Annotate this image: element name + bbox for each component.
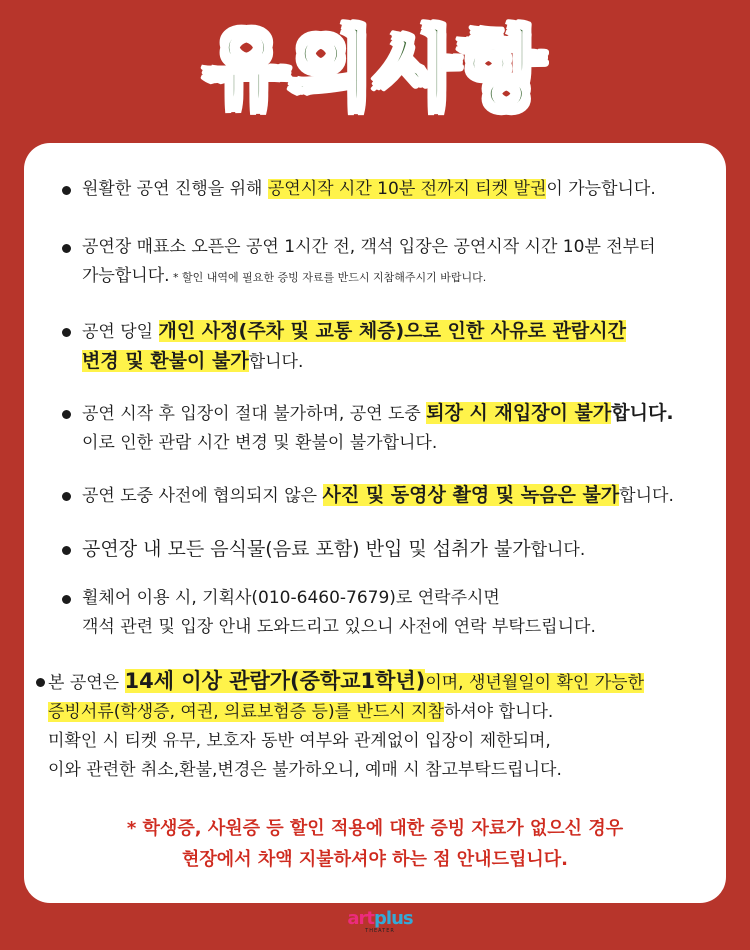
item-text: 공연 도중 사전에 협의되지 않은 — [82, 486, 323, 506]
logo-text: plus — [374, 908, 413, 929]
item-text: 하셔야 합니다. — [443, 702, 554, 722]
artplus-logo — [340, 910, 420, 935]
notice-line: * 학생증, 사원증 등 할인 적용에 대한 증빙 자료가 없으신 경우 — [126, 818, 624, 839]
item-text: 원활한 공연 진행을 위해 — [82, 179, 268, 199]
item-text: 공연장 내 모든 음식물(음료 포함) 반입 및 섭취가 불가 — [82, 538, 531, 560]
item-highlight: 퇴장 시 재입장이 불가 — [426, 402, 612, 424]
item-highlight: 공연시작 시간 10분 전까지 티켓 발권 — [267, 179, 547, 199]
item-text: 이로 인한 관람 시간 변경 및 환불이 불가합니다. — [82, 433, 438, 453]
item-text: 이와 관련한 취소,환불,변경은 불가하오니, 예매 시 참고부탁드립니다. — [48, 760, 562, 780]
bullet — [62, 186, 71, 195]
item-text: 공연장 매표소 오픈은 공연 1시간 전, 객석 입장은 공연시작 시간 10분 전부터 — [82, 237, 656, 257]
list-item — [62, 317, 712, 377]
list-item — [62, 233, 712, 292]
discount-notice — [48, 813, 702, 875]
item-footnote: * 할인 내역에 필요한 증빙 자료를 반드시 지참해주시기 바랍니다. — [169, 271, 487, 284]
item-highlight: 개인 사정(주차 및 교통 체증)으로 인한 사유로 관람시간 — [158, 320, 626, 342]
item-highlight: 변경 및 환불이 불가 — [82, 350, 249, 372]
item-text: 휠체어 이용 시, 기획사(010-6460-7679)로 연락주시면 — [82, 588, 500, 608]
item-text: 공연 당일 — [82, 322, 159, 342]
list-item — [62, 584, 712, 642]
item-highlight: 이며, 생년월일이 확인 가능한 — [425, 673, 644, 693]
bullet — [62, 595, 71, 604]
list-item — [62, 481, 712, 511]
bullet — [62, 492, 71, 501]
item-text: 합니다. — [530, 540, 586, 560]
item-text: 합니다. — [611, 402, 674, 424]
item-text: 객석 관련 및 입장 안내 도와드리고 있으니 사전에 연락 부탁드립니다. — [82, 617, 596, 637]
logo-subtext: THEATER — [365, 928, 395, 934]
bullet — [62, 328, 71, 337]
notice-line: 현장에서 차액 지불하셔야 하는 점 안내드립니다. — [182, 849, 568, 870]
bullet — [62, 244, 71, 253]
item-highlight: 사진 및 동영상 촬영 및 녹음은 불가 — [322, 484, 620, 506]
list-item — [36, 667, 712, 785]
item-text: 이 가능합니다. — [546, 179, 656, 199]
page-title: 유의사항 — [204, 20, 546, 120]
item-text: 공연 시작 후 입장이 절대 불가하며, 공연 도중 — [82, 404, 427, 424]
item-highlight: 증빙서류(학생증, 여권, 의료보험증 등)를 반드시 지참 — [48, 702, 444, 722]
item-highlight: 14세 이상 관람가(중학교1학년) — [124, 669, 426, 693]
item-text: 합니다. — [619, 486, 674, 506]
item-text: 본 공연은 — [48, 673, 125, 693]
item-text: 미확인 시 티켓 유무, 보호자 동반 여부와 관계없이 입장이 제한되며, — [48, 731, 551, 751]
list-item — [62, 175, 712, 204]
logo-text: art — [347, 908, 375, 929]
item-text: 가능합니다. — [82, 266, 170, 286]
bullet — [62, 410, 71, 419]
bullet — [62, 546, 71, 555]
list-item — [62, 535, 712, 565]
bullet — [36, 678, 45, 687]
notice-card — [24, 143, 726, 903]
item-text: 합니다. — [248, 352, 304, 372]
list-item — [62, 399, 712, 458]
